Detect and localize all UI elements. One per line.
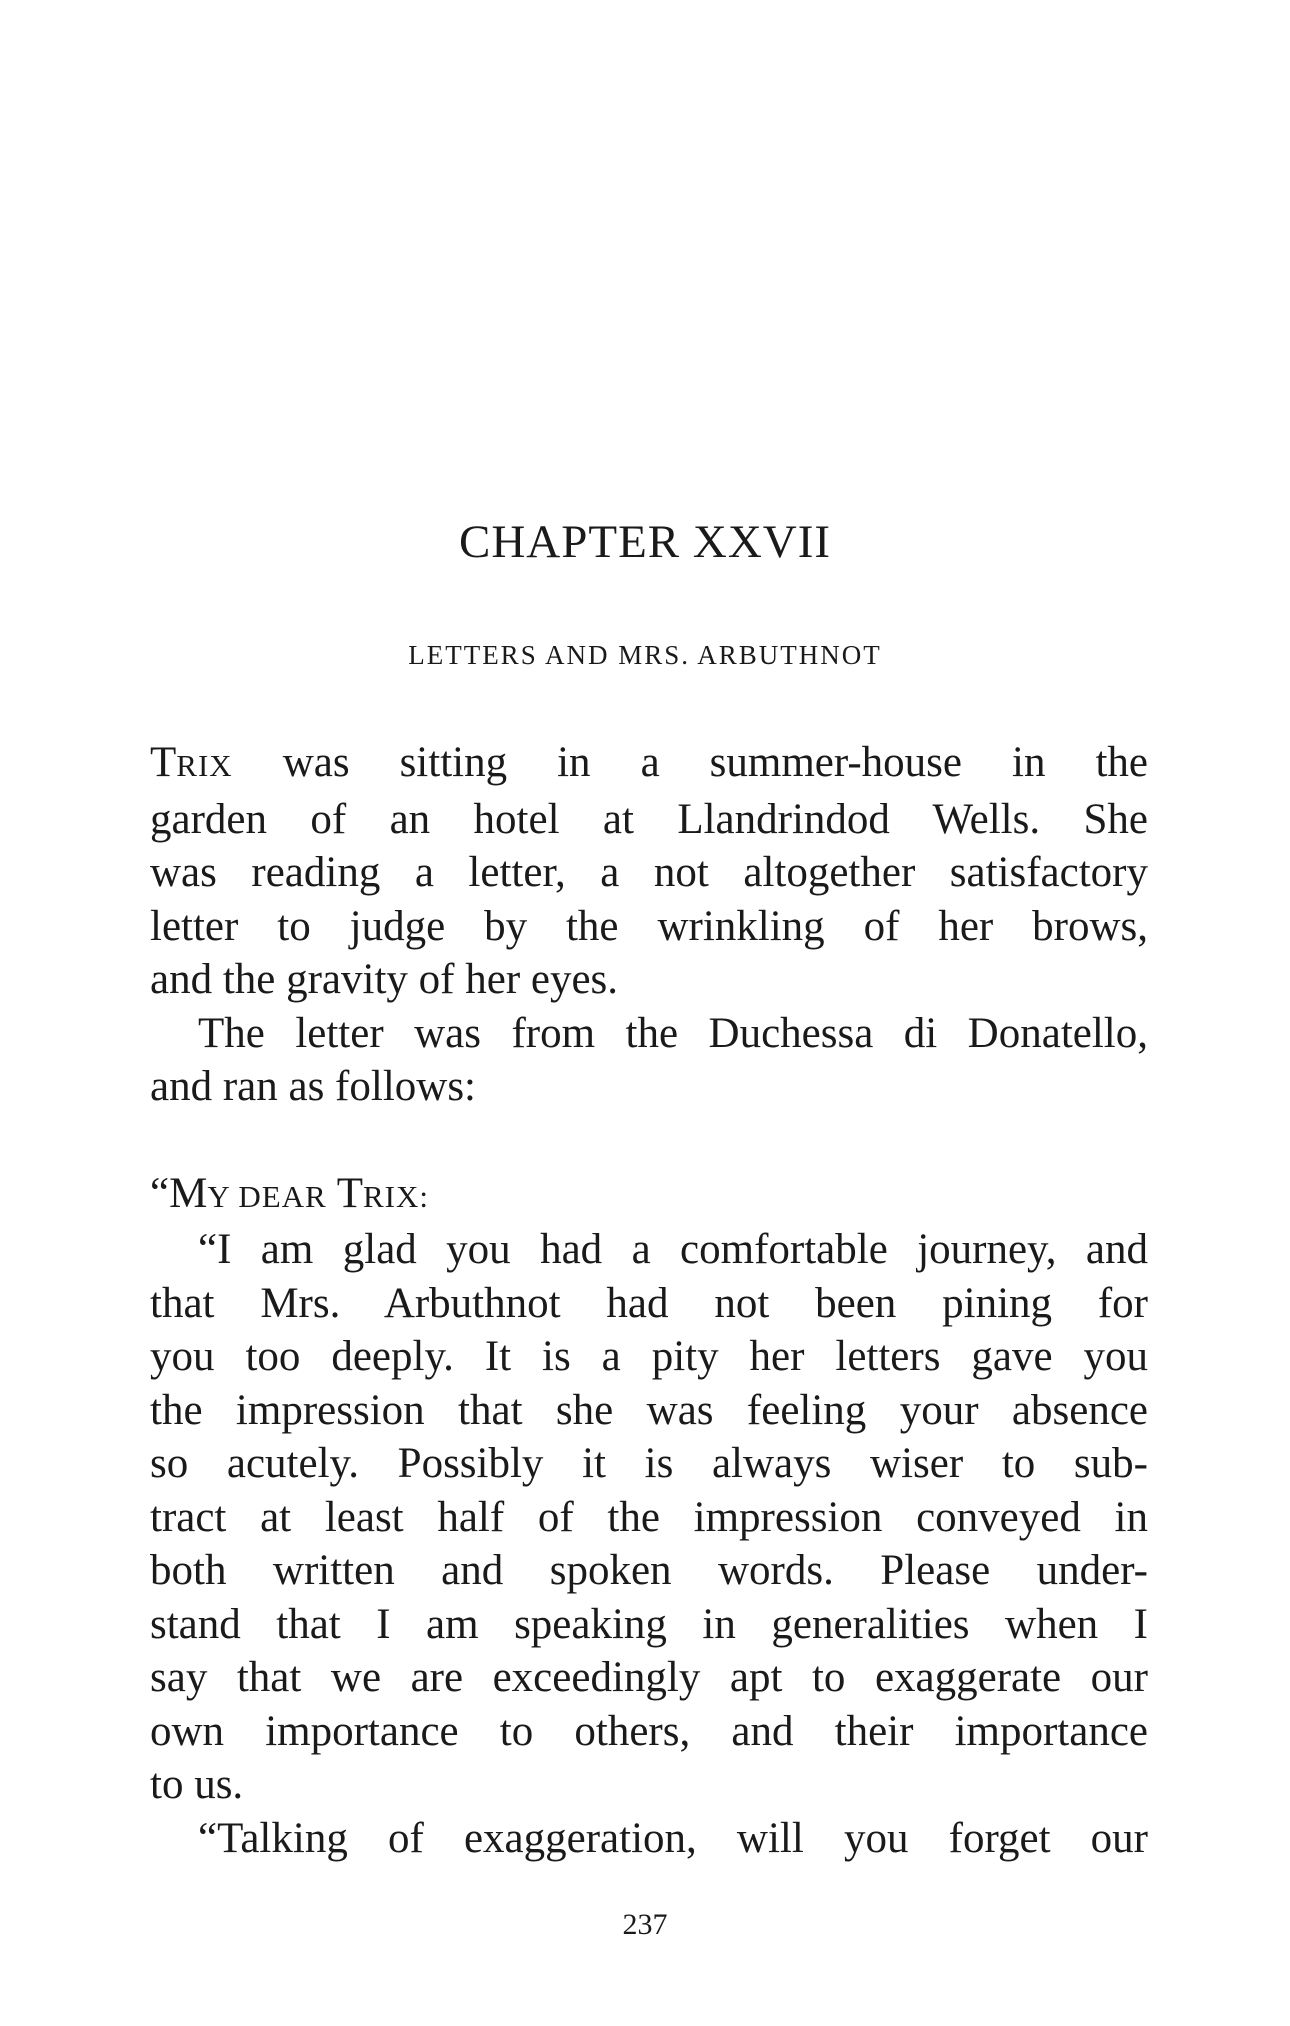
paragraph: [150, 1007, 1148, 1114]
text-line: and ran as follows:: [150, 1063, 477, 1110]
quote-mark: “: [150, 1169, 170, 1217]
paragraph: [150, 1223, 1148, 1812]
text-line: both written and spoken words. Please under-: [150, 1547, 1148, 1594]
text-line: that Mrs. Arbuthnot had not been pining for: [150, 1279, 1148, 1327]
text-line: say that we are exceedingly apt to exaggerate our: [150, 1654, 1148, 1701]
text-line: “Talking of exaggeration, will you forget our: [198, 1814, 1148, 1862]
text-line: tract at least half of the impression conveyed in: [150, 1493, 1148, 1541]
salutation-rest: Y DEAR: [207, 1178, 327, 1214]
page-number: 237: [622, 1908, 668, 1941]
text-line: The letter was from the Duchessa di Donatello,: [198, 1009, 1148, 1057]
body-text: [150, 736, 1148, 1865]
salutation-cap: T: [336, 1169, 363, 1217]
chapter-title: LETTERS AND MRS. ARBUTHNOT: [408, 640, 882, 670]
paragraph: [150, 1812, 1148, 1866]
text-line: garden of an hotel at Llandrindod Wells. She: [150, 795, 1148, 843]
text-line: letter to judge by the wrinkling of her brows,: [150, 902, 1148, 950]
text-line: was reading a letter, a not altogether satisfactory: [150, 849, 1148, 896]
text-line-content: was sitting in a summer-house in the: [282, 739, 1148, 786]
text-line: so acutely. Possibly it is always wiser to sub-: [150, 1440, 1148, 1487]
text-line: own importance to others, and their importance: [150, 1707, 1148, 1755]
text-line: “I am glad you had a comfortable journey, and: [198, 1226, 1148, 1273]
chapter-number: CHAPTER XXVII: [458, 516, 832, 568]
salutation-rest: RIX:: [362, 1178, 429, 1214]
paragraph: [150, 736, 1148, 1007]
text-line: [150, 736, 1148, 793]
text-line: you too deeply. It is a pity her letters gave you: [150, 1333, 1148, 1380]
text-line: and the gravity of her eyes.: [150, 956, 619, 1003]
text-line: the impression that she was feeling your absence: [150, 1386, 1148, 1434]
salutation-cap: M: [169, 1169, 208, 1217]
drop-word-rest: RIX: [176, 748, 233, 783]
letter-salutation: [150, 1167, 1148, 1224]
text-line: stand that I am speaking in generalities when I: [150, 1600, 1148, 1648]
text-line: to us.: [150, 1761, 244, 1808]
text-line: [150, 1167, 1148, 1224]
drop-word-cap: T: [150, 739, 177, 786]
blank-line: [150, 1114, 1148, 1167]
